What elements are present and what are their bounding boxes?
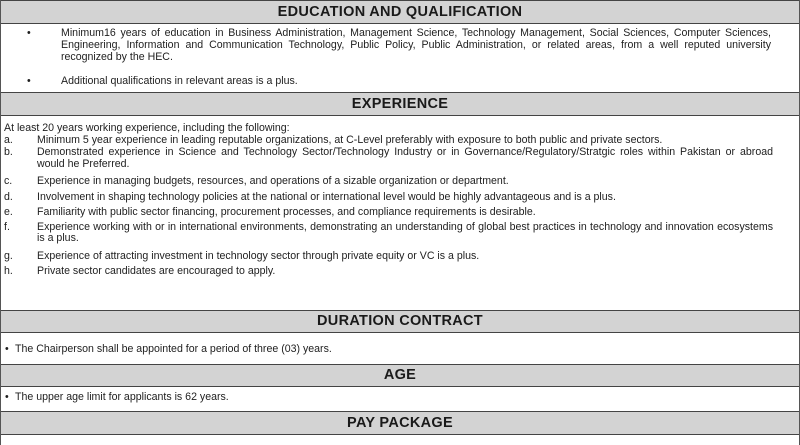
list-item: • The Chairperson shall be appointed for a period of three (03) years.	[5, 343, 332, 355]
experience-heading: EXPERIENCE	[1, 92, 799, 116]
education-list	[1, 28, 799, 88]
duration-heading: DURATION CONTRACT	[1, 310, 799, 333]
experience-intro: At least 20 years working experience, including the following:	[4, 122, 290, 134]
age-heading: AGE	[1, 364, 799, 387]
list-item: • Additional qualifications in relevant areas is a plus.	[27, 75, 298, 87]
list-item: g. Experience of attracting investment in technology sector through private equity or VC is a plus.	[4, 249, 480, 262]
list-item: b. Demonstrated experience in Science and Technology Sector/Technology Industry or in Governance/Regulatory/Stratgic roles within Pakistan or abroad would he Preferred.	[4, 145, 773, 170]
experience-section	[1, 123, 799, 278]
list-item: • The upper age limit for applicants is 62 years.	[5, 391, 229, 403]
list-item: h. Private sector candidates are encouraged to apply.	[4, 265, 276, 278]
list-item: • Minimum16 years of education in Business Administration, Management Science, Technology Management, Social Sciences, Computer Sciences, Engineering, Information and Communication Technology, Public Policy, Public Administration, or related areas, from a well reputed university recognized by the HEC.	[27, 27, 771, 63]
list-item: f. Experience working with or in international environments, demonstrating an understanding of global best practices in technology and innovation ecosystems is a plus.	[4, 220, 773, 245]
list-item: e. Familiarity with public sector financing, procurement processes, and compliance requirements is desirable.	[4, 205, 536, 218]
list-item: d. Involvement in shaping technology policies at the national or international level would be highly advantageous and is a plus.	[4, 190, 616, 203]
duration-list	[1, 344, 799, 356]
education-heading: EDUCATION AND QUALIFICATION	[1, 0, 799, 24]
list-item: c. Experience in managing budgets, resources, and operations of a sizable organization or department.	[4, 174, 509, 187]
list-item: a. Minimum 5 year experience in leading reputable organizations, at C-Level preferably with exposure to both public and private sectors.	[4, 133, 663, 146]
age-list	[1, 392, 799, 404]
pay-heading: PAY PACKAGE	[1, 411, 799, 435]
